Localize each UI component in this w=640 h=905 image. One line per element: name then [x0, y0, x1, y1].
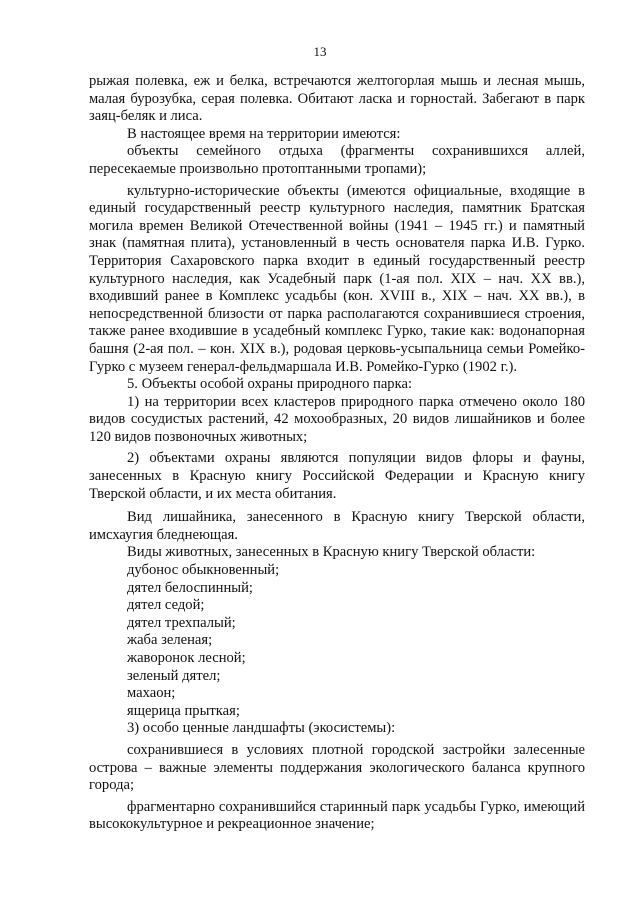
paragraph-species-count: 1) на территории всех кластеров природного парка отмечено около 180 видов сосудистых растений, 42 мохообразных, 20 видов лишайников и более 120 видов позвоночных животных; — [89, 393, 585, 445]
paragraph-animals-heading: Виды животных, занесенных в Красную книгу Тверской области: — [127, 544, 536, 561]
paragraph-protected-objects-heading: 5. Объекты особой охраны природного парка: — [127, 376, 413, 393]
list-item: дятел белоспинный; — [127, 579, 253, 596]
list-item: ящерица прыткая; — [127, 702, 240, 719]
document-body — [89, 73, 585, 834]
paragraph-valuable-landscapes: 3) особо ценные ландшафты (экосистемы): — [127, 720, 396, 737]
list-item: зеленый дятел; — [127, 667, 221, 684]
list-item: дятел седой; — [127, 597, 205, 614]
list-item: дубонос обыкновенный; — [127, 562, 280, 579]
list-item: жаба зеленая; — [127, 632, 213, 649]
list-item: дятел трехпалый; — [127, 614, 236, 631]
page-number: 13 — [313, 44, 327, 59]
paragraph-family-recreation: объекты семейного отдыха (фрагменты сохранившихся аллей, пересекаемые произвольно протоптанными тропами); — [89, 143, 585, 177]
paragraph-fauna-continued: рыжая полевка, еж и белка, встречаются желтогорлая мышь и лесная мышь, малая бурозубка, серая полевка. Обитают ласка и горностай. Забегают в парк заяц-беляк и лиса. — [89, 73, 585, 125]
paragraph-lichen: Вид лишайника, занесенного в Красную книгу Тверской области, имсхаугия бледнеющая. — [89, 509, 585, 543]
paragraph-cultural-objects: культурно-исторические объекты (имеются официальные, входящие в единый государственный реестр культурного наследия, памятник Братская могила времен Великой Отечественной войны (1941 – 1945 гг.) и памятный знак (памятная плита), установленный в честь основателя парка И.В. Гурко. Территория Сахаровского парка входит в единый государственный реестр культурного наследия, как Усадебный парк (1-ая пол. XIX – нач. XX вв.), входивший ранее в Комплекс усадьбы (кон. XVIII в., XIX – нач. XX вв.), в непосредственной близости от парка располагаются сохранившиеся строения, также ранее входившие в усадебный комплекс Гурко, такие как: водонапорная башня (2-ая пол. – кон. XIX в.), родовая церковь-усыпальница семьи Ромейко-Гурко с музеем генерал-фельдмаршала И.В. Ромейко-Гурко (1902 г.). — [89, 182, 585, 375]
paragraph-territory-intro: В настоящее время на территории имеются: — [127, 125, 401, 142]
paragraph-forested-islands: сохранившиеся в условиях плотной городской застройки залесенные острова – важные элементы поддержания экологического баланса крупного города; — [89, 741, 585, 794]
paragraph-protected-populations: 2) объектами охраны являются популяции видов флоры и фауны, занесенных в Красную книгу Российской Федерации и Красную книгу Тверской области, и их места обитания. — [89, 450, 585, 502]
paragraph-gurko-park: фрагментарно сохранившийся старинный парк усадьбы Гурко, имеющий высококультурное и рекреационное значение; — [89, 798, 585, 833]
list-item: жаворонок лесной; — [127, 650, 246, 666]
animal-list — [89, 562, 585, 720]
list-item: махаон; — [127, 685, 176, 702]
